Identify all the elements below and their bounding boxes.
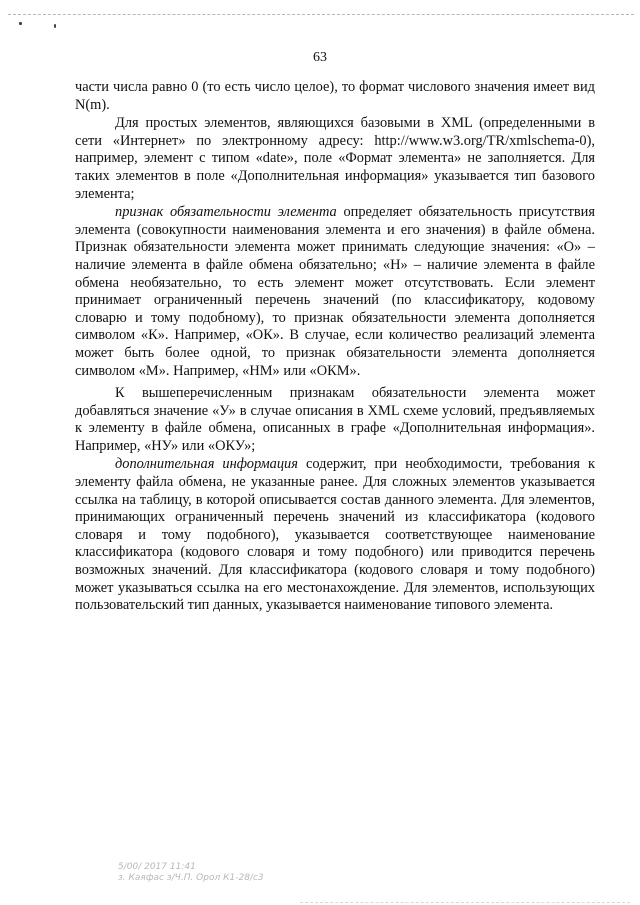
term-additional-info: дополнительная информация: [115, 456, 298, 473]
paragraph-3: [75, 204, 595, 380]
page-number: 63: [313, 50, 327, 65]
paragraph-3-text: определяет обязательность присутствия элемента (совокупности наименования элемента и его значения) в файле обмена. Признак обязательности элемента может принимать следующие значения: «О» – наличие элемента в файле обмена обязательно; «Н» – наличие элемента в файле обмена необязательно, то есть элемент может отсутствовать. Если элемент принимает ограниченный перечень значений (по классификатору, кодовому словарю и тому подобному), то признак обязательности элемента дополняется символом «К». Например, «ОК». В случае, если количество реализаций элемента может быть более одной, то признак обязательности элемента дополняется символом «М». Например, «НМ» или «ОКМ».: [75, 204, 595, 379]
stamp-line-2: з. Каяфас з/Ч.П. Орол К1-28/с3: [118, 873, 264, 883]
paragraph-4: К вышеперечисленным признакам обязательности элемента может добавляться значение «У» в случае описания в XML схеме условий, предъявляемых к элементу в файле обмена, описанных в графе «Дополнительная информация». Например, «НУ» или «ОКУ»;: [75, 385, 595, 454]
paragraph-5: [75, 456, 595, 614]
stamp-line-1: 5/00/ 2017 11:41: [118, 862, 196, 872]
electronic-signature-stamp: [118, 862, 264, 884]
document-body: [75, 79, 595, 615]
paragraph-2: Для простых элементов, являющихся базовыми в XML (определенными в сети «Интернет» по электронному адресу: http://www.w3.org/TR/xmlschema-0), например, элемент с типом «date», поле «Формат элемента» не заполняется. Для таких элементов в поле «Дополнительная информация» указывается тип базового элемента;: [75, 115, 595, 202]
scan-border-bottom: [300, 902, 630, 903]
scan-speck: [54, 24, 56, 28]
scan-speck: [19, 22, 22, 25]
scan-border-top: [8, 14, 634, 15]
paragraph-5-text: содержит, при необходимости, требования к элементу файла обмена, не указанные ранее. Для сложных элементов указывается ссылка на таблицу, в которой описывается состав данного элемента. Для элементов, принимающих ограниченный перечень значений из классификатора (кодового словаря и тому подобного), указывается соответствующее наименование классификатора (кодового словаря и тому подобного) или приводится перечень возможных значений. Для классификатора (кодового словаря и тому подобного) может указываться ссылка на его местонахождение. Для элементов, использующих пользовательский тип данных, указывается наименование типового элемента.: [75, 456, 595, 614]
paragraph-1: части числа равно 0 (то есть число целое), то формат числового значения имеет вид N(m).: [75, 79, 595, 113]
term-mandatory-flag: признак обязательности элемента: [115, 204, 337, 221]
